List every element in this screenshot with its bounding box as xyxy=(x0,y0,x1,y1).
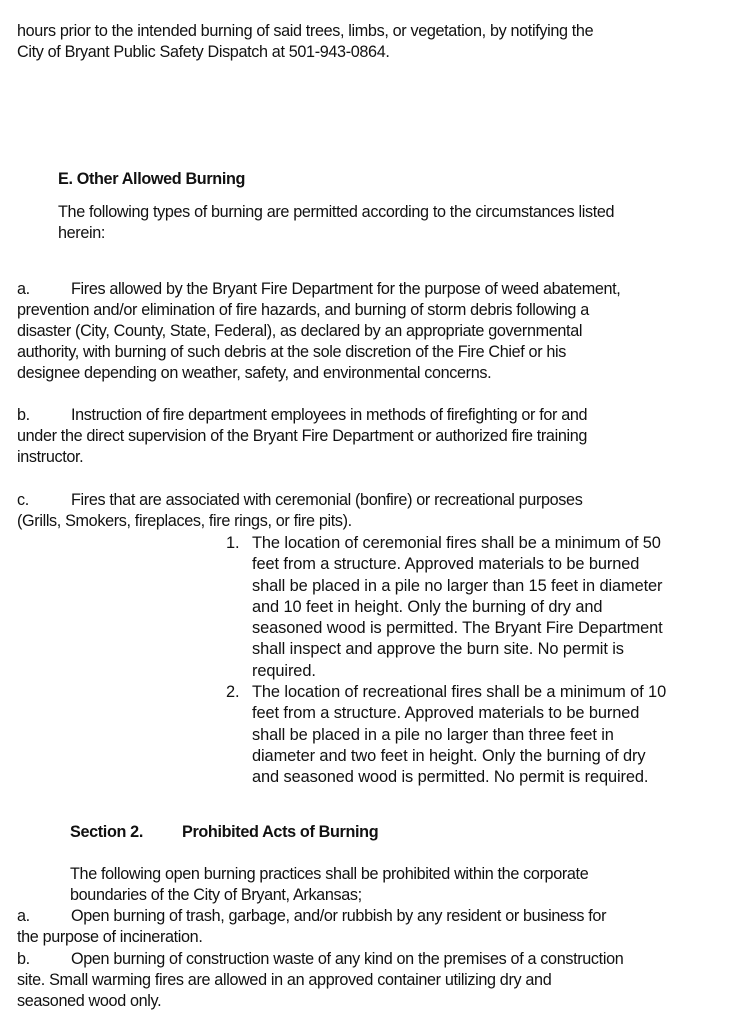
text-line: shall be placed in a pile no larger than 15 feet in diameter xyxy=(252,576,663,595)
item-marker: b. xyxy=(17,406,30,424)
text-line: and seasoned wood is permitted. No permit is required. xyxy=(252,768,649,787)
text-line: (Grills, Smokers, fireplaces, fire rings, or fire pits). xyxy=(17,512,352,530)
allowed-item-a xyxy=(17,279,620,384)
text-line: Instruction of fire department employees in methods of firefighting or for and xyxy=(71,406,588,424)
item-marker: a. xyxy=(17,907,30,925)
item-marker: a. xyxy=(17,280,30,298)
allowed-item-c xyxy=(17,490,582,532)
item-marker: b. xyxy=(17,950,30,968)
text-line: and 10 feet in height. Only the burning of dry and xyxy=(252,597,603,616)
text-line: herein: xyxy=(58,224,106,242)
item-marker: c. xyxy=(17,491,29,509)
text-line: The following open burning practices shall be prohibited within the corporate xyxy=(70,865,589,883)
text-line: authority, with burning of such debris at the sole discretion of the Fire Chief or his xyxy=(17,343,567,361)
allowed-item-b xyxy=(17,405,587,468)
section-title: Prohibited Acts of Burning xyxy=(182,823,379,841)
section-2-heading xyxy=(70,822,378,843)
text-line: seasoned wood is permitted. The Bryant Fire Department xyxy=(252,619,663,638)
text-line: hours prior to the intended burning of said trees, limbs, or vegetation, by notifying the xyxy=(17,22,594,40)
text-line: diameter and two feet in height. Only the burning of dry xyxy=(252,746,646,765)
section-number: Section 2. xyxy=(70,823,143,841)
text-line: feet from a structure. Approved materials to be burned xyxy=(252,555,640,574)
text-line: The location of ceremonial fires shall be a minimum of 50 xyxy=(252,534,661,552)
text-line: Open burning of trash, garbage, and/or rubbish by any resident or business for xyxy=(71,907,607,925)
text-line: prevention and/or elimination of fire hazards, and burning of storm debris following a xyxy=(17,301,589,319)
subitem-1 xyxy=(226,533,666,682)
text-line: Fires that are associated with ceremonial (bonfire) or recreational purposes xyxy=(71,491,583,509)
section-e-intro xyxy=(58,202,614,244)
intro-paragraph xyxy=(17,21,593,63)
text-line: under the direct supervision of the Bryant Fire Department or authorized fire training xyxy=(17,427,588,445)
text-line: shall be placed in a pile no larger than three feet in xyxy=(252,725,614,744)
text-line: the purpose of incineration. xyxy=(17,928,203,946)
text-line: seasoned wood only. xyxy=(17,992,162,1010)
section-2-intro xyxy=(70,864,588,906)
text-line: designee depending on weather, safety, and environmental concerns. xyxy=(17,364,492,382)
subitem-2 xyxy=(226,682,666,788)
subitem-number: 2. xyxy=(226,683,240,702)
text-line: Open burning of construction waste of any kind on the premises of a construction xyxy=(71,950,624,968)
text-line: shall inspect and approve the burn site. No permit is xyxy=(252,640,624,659)
text-line: The location of recreational fires shall be a minimum of 10 xyxy=(252,683,667,702)
text-line: required. xyxy=(252,661,316,680)
text-line: boundaries of the City of Bryant, Arkansas; xyxy=(70,886,362,904)
ceremonial-subitems-list xyxy=(226,533,666,789)
text-line: feet from a structure. Approved materials to be burned xyxy=(252,704,640,723)
text-line: Fires allowed by the Bryant Fire Department for the purpose of weed abatement, xyxy=(71,280,621,298)
text-line: instructor. xyxy=(17,448,84,466)
text-line: site. Small warming fires are allowed in an approved container utilizing dry and xyxy=(17,971,552,989)
text-line: disaster (City, County, State, Federal), as declared by an appropriate governmental xyxy=(17,322,583,340)
prohibited-item-a xyxy=(17,906,606,948)
section-e-heading: E. Other Allowed Burning xyxy=(58,170,246,188)
text-line: City of Bryant Public Safety Dispatch at 501-943-0864. xyxy=(17,43,390,61)
subitem-number: 1. xyxy=(226,534,240,552)
prohibited-item-b xyxy=(17,949,623,1012)
text-line: The following types of burning are permitted according to the circumstances listed xyxy=(58,203,615,221)
